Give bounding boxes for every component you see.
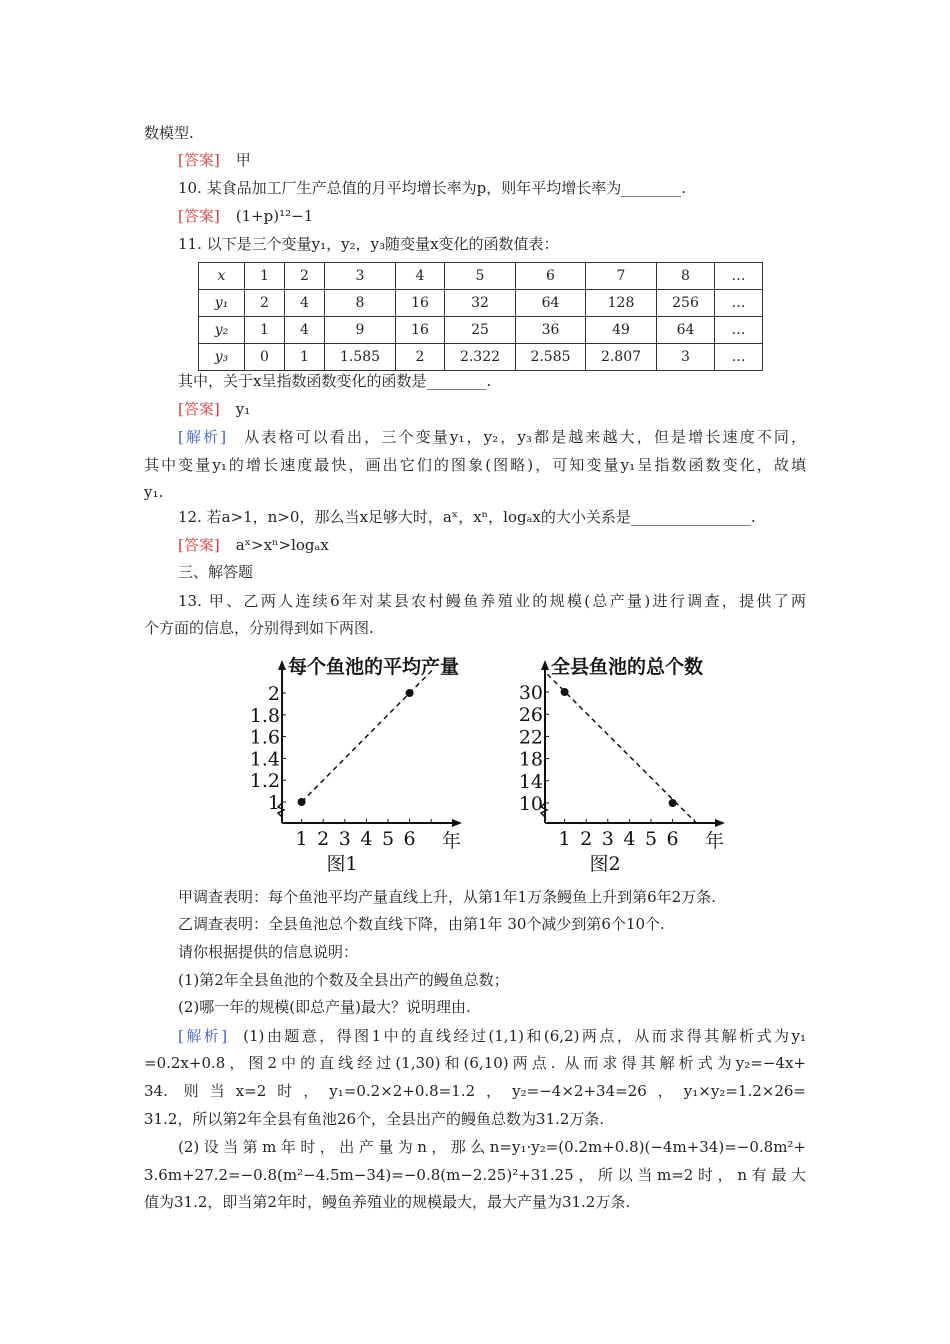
table-cell: … xyxy=(715,344,763,371)
analysis-11 xyxy=(178,427,806,447)
analysis-text: (1)由题意，得图1中的直线经过(1,1)和(6,2)两点，从而求得其解析式为y₁ xyxy=(243,1027,806,1045)
table-cell: 6 xyxy=(516,263,586,290)
chart-title: 每个鱼池的平均产量 xyxy=(288,656,460,678)
question-11: 11. 以下是三个变量y₁，y₂，y₃随变量x变化的函数值表： xyxy=(178,235,559,253)
answer-12 xyxy=(178,535,806,555)
charts-figure xyxy=(240,645,740,880)
trend-line xyxy=(302,669,434,802)
answer-text: y₁ xyxy=(235,400,251,418)
function-value-table xyxy=(198,262,763,371)
y-tick-label: 1 xyxy=(267,792,280,814)
answer-tag: [答案] xyxy=(178,207,220,225)
x-tick-label: 6 xyxy=(666,828,679,850)
table-row xyxy=(199,290,763,317)
x-axis-label: 年 xyxy=(705,830,725,852)
data-point xyxy=(561,688,569,696)
text-line: y₁. xyxy=(144,483,164,501)
x-tick-label: 3 xyxy=(601,828,614,850)
table-cell: 4 xyxy=(396,263,445,290)
x-tick-label: 2 xyxy=(317,828,330,850)
x-axis-label: 年 xyxy=(442,830,462,852)
x-tick-label: 5 xyxy=(644,828,658,850)
text-line: 其中变量y₁的增长速度最快，画出它们的图象(图略)，可知变量y₁呈指数函数变化，故填 xyxy=(144,456,806,474)
y-tick-label: 1.6 xyxy=(249,726,280,749)
text-line: 3.6m+27.2=−0.8(m²−4.5m−34)=−0.8(m−2.25)²+31.25，所以当m=2时，n有最大 xyxy=(144,1166,806,1184)
table-cell: y₂ xyxy=(199,317,245,344)
table-cell: 3 xyxy=(325,263,396,290)
table-cell: 25 xyxy=(445,317,516,344)
table-cell: 1 xyxy=(285,344,325,371)
y-tick-label: 1.8 xyxy=(249,704,280,727)
table-cell: y₃ xyxy=(199,344,245,371)
table-cell: 128 xyxy=(586,290,657,317)
x-axis-arrow-icon xyxy=(452,819,462,827)
text-line: 数模型. xyxy=(144,124,194,142)
chart-caption: 图2 xyxy=(589,853,621,875)
table-cell: 8 xyxy=(657,263,715,290)
table-cell: 1 xyxy=(245,317,285,344)
answer-text: (1+p)¹²−1 xyxy=(235,207,314,225)
question-12: 12. 若a>1，n>0，那么当x足够大时，aˣ，xⁿ，logₐx的大小关系是________________. xyxy=(178,508,756,526)
table-cell: 2 xyxy=(285,263,325,290)
analysis-text: 从表格可以看出，三个变量y₁，y₂，y₃都是越来越大，但是增长速度不同， xyxy=(242,428,806,446)
table-cell: 1.585 xyxy=(325,344,396,371)
table-cell: … xyxy=(715,317,763,344)
x-tick-label: 3 xyxy=(338,828,351,850)
answer-text: 甲 xyxy=(235,151,251,169)
data-point xyxy=(298,798,306,806)
table-cell: 4 xyxy=(285,317,325,344)
answer-tag: [答案] xyxy=(178,151,220,169)
text-line: 31.2，所以第2年全县有鱼池26个，全县出产的鳗鱼总数为31.2万条. xyxy=(144,1110,605,1128)
table-cell: 36 xyxy=(516,317,586,344)
question-10: 10. 某食品加工厂生产总值的月平均增长率为p，则年平均增长率为________. xyxy=(178,179,686,197)
table-cell: 5 xyxy=(445,263,516,290)
y-tick-label: 10 xyxy=(518,793,543,815)
y-tick-label: 1.2 xyxy=(249,770,280,793)
table-cell: … xyxy=(715,290,763,317)
answer-tag: [答案] xyxy=(178,400,220,418)
y-tick-label: 22 xyxy=(518,726,543,749)
text-line: 值为31.2，即当第2年时，鳗鱼养殖业的规模最大，最大产量为31.2万条. xyxy=(144,1193,631,1211)
x-tick-label: 1 xyxy=(558,828,571,850)
text-line: 请你根据提供的信息说明： xyxy=(178,943,359,961)
table-cell: 2.322 xyxy=(445,344,516,371)
y-tick-label: 1.4 xyxy=(249,748,280,771)
question-11-b: 其中，关于x呈指数函数变化的函数是________. xyxy=(178,372,492,390)
table-cell: y₁ xyxy=(199,290,245,317)
table-row xyxy=(199,317,763,344)
answer-tag: [答案] xyxy=(178,536,220,554)
table-row xyxy=(199,344,763,371)
table-cell: 2.807 xyxy=(586,344,657,371)
table-row xyxy=(199,263,763,290)
y-tick-label: 2 xyxy=(267,683,280,705)
x-tick-label: 2 xyxy=(580,828,593,850)
question-13: 13. 甲、乙两人连续6年对某县农村鳗鱼养殖业的规模(总产量)进行调查，提供了两 xyxy=(178,592,806,610)
x-tick-label: 4 xyxy=(623,828,636,850)
text-line: 甲调查表明：每个鱼池平均产量直线上升，从第1年1万条鳗鱼上升到第6年2万条. xyxy=(178,888,716,906)
text-line: 34. 则当x=2时，y₁=0.2×2+0.8=1.2，y₂=−4×2+34=26，y₁×y₂=1.2×26= xyxy=(144,1082,806,1100)
table-cell: 64 xyxy=(516,290,586,317)
table-cell: 2.585 xyxy=(516,344,586,371)
answer-9 xyxy=(178,150,806,170)
table-cell: 256 xyxy=(657,290,715,317)
x-tick-label: 5 xyxy=(381,828,395,850)
y-tick-label: 26 xyxy=(518,704,543,727)
section-heading: 三、解答题 xyxy=(178,563,254,581)
x-tick-label: 1 xyxy=(295,828,308,850)
y-axis-arrow-icon xyxy=(541,660,549,670)
y-tick-label: 18 xyxy=(518,748,543,771)
answer-11 xyxy=(178,399,806,419)
y-axis-arrow-icon xyxy=(278,660,286,670)
table-cell: 0 xyxy=(245,344,285,371)
x-tick-label: 4 xyxy=(360,828,373,850)
table-cell: 16 xyxy=(396,317,445,344)
y-tick-label: 14 xyxy=(518,770,543,793)
table-cell: 2 xyxy=(396,344,445,371)
x-tick-label: 6 xyxy=(403,828,416,850)
x-axis-arrow-icon xyxy=(715,819,725,827)
data-point xyxy=(406,689,414,697)
data-point xyxy=(669,799,677,807)
table-cell: 8 xyxy=(325,290,396,317)
table-cell: x xyxy=(199,263,245,290)
table-cell: 9 xyxy=(325,317,396,344)
table-cell: 16 xyxy=(396,290,445,317)
analysis-tag: [解析] xyxy=(178,1027,228,1045)
answer-10 xyxy=(178,206,806,226)
y-tick-label: 30 xyxy=(518,682,543,704)
table-cell: 2 xyxy=(245,290,285,317)
table-cell: 32 xyxy=(445,290,516,317)
analysis-13 xyxy=(178,1026,806,1046)
table-cell: … xyxy=(715,263,763,290)
text-line: =0.2x+0.8，图2中的直线经过(1,30)和(6,10)两点. 从而求得其解析式为y₂=−4x+ xyxy=(144,1054,806,1072)
answer-text: aˣ>xⁿ>logₐx xyxy=(235,536,329,554)
table-cell: 64 xyxy=(657,317,715,344)
text-line: 个方面的信息，分别得到如下两图. xyxy=(144,619,374,637)
text-line: (1)第2年全县鱼池的个数及全县出产的鳗鱼总数； xyxy=(178,971,509,989)
text-line: (2)设当第m年时，出产量为n，那么n=y₁·y₂=(0.2m+0.8)(−4m+34)=−0.8m²+ xyxy=(178,1138,806,1156)
table-cell: 3 xyxy=(657,344,715,371)
chart-title: 全县鱼池的总个数 xyxy=(551,656,704,678)
table-cell: 7 xyxy=(586,263,657,290)
table-cell: 49 xyxy=(586,317,657,344)
chart-caption: 图1 xyxy=(326,853,358,875)
text-line: (2)哪一年的规模(即总产量)最大？说明理由. xyxy=(178,998,471,1016)
text-line: 乙调查表明：全县鱼池总个数直线下降，由第1年 30个减少到第6个10个. xyxy=(178,915,665,933)
analysis-tag: [解析] xyxy=(178,428,227,446)
table-cell: 4 xyxy=(285,290,325,317)
table-cell: 1 xyxy=(245,263,285,290)
